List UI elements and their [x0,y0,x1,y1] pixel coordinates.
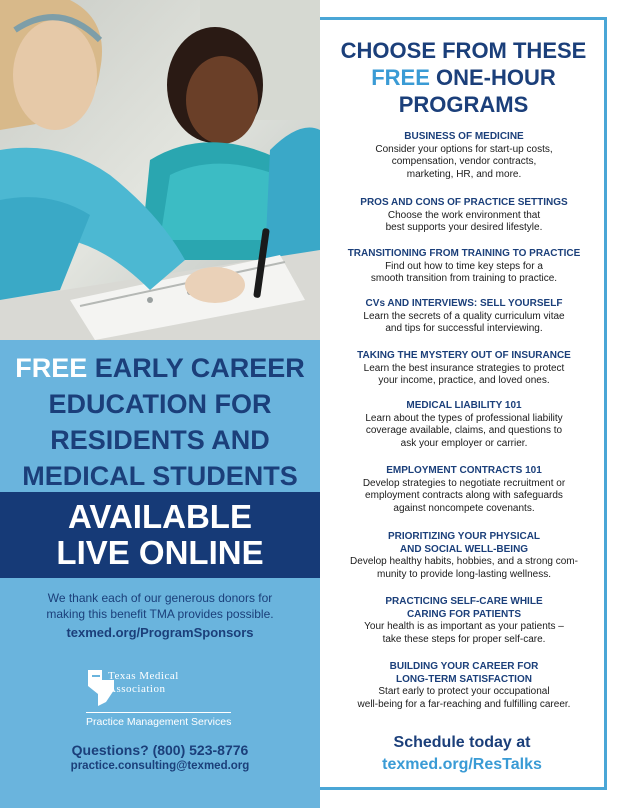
program-description: munity to provide long-lasting wellness. [377,568,551,580]
logo-name-line2: Association [108,683,166,695]
schedule-text: Schedule today at [393,734,531,751]
programs-title-line1: CHOOSE FROM THESE [340,38,587,63]
program-description: Your health is as important as your patients – [364,621,564,632]
program-description: and tips for successful interviewing. [385,323,543,334]
program-description: Start early to protect your occupational [378,686,550,697]
donor-thanks-line2: making this benefit TMA provides possible. [46,607,274,621]
program-title: CARING FOR PATIENTS [406,608,522,620]
schedule-link[interactable]: texmed.org/ResTalks [382,756,542,773]
students-photo [0,0,320,340]
headline-line1: EARLY CAREER [87,353,305,383]
program-title: BUILDING YOUR CAREER FOR [389,661,539,672]
program-description: against noncompete covenants. [393,502,535,514]
program-item [336,298,592,336]
program-description: coverage available, claims, and questions to [365,425,563,436]
program-description: best supports your desired lifestyle. [385,222,543,233]
program-title: PROS AND CONS OF PRACTICE SETTINGS [360,197,568,208]
program-description: Learn the best insurance strategies to protect [363,362,565,374]
tma-logo [86,664,246,734]
headline [0,350,320,494]
program-description: Learn the secrets of a quality curriculum vitae [363,310,565,322]
program-title: LONG-TERM SATISFACTION [396,673,532,685]
logo-name [108,670,179,696]
program-description: Choose the work environment that [387,209,541,221]
banner-line1: AVAILABLE [68,498,252,535]
headline-free: FREE [15,353,88,383]
logo-divider [86,712,231,713]
banner-line2: LIVE ONLINE [56,534,264,571]
programs-title [320,37,607,118]
program-description: Develop strategies to negotiate recruitment or [362,477,566,489]
program-item [336,531,592,581]
program-title: EMPLOYMENT CONTRACTS 101 [386,465,542,476]
program-description: Find out how to time key steps for a [385,260,543,272]
headline-line4: MEDICAL STUDENTS [22,461,298,491]
program-title: CVs AND INTERVIEWS: SELL YOURSELF [365,298,563,309]
program-title: TRANSITIONING FROM TRAINING TO PRACTICE [347,248,581,259]
program-description: employment contracts along with safeguards [365,490,563,501]
donor-thanks-line1: We thank each of our generous donors for [47,591,273,605]
program-title: TAKING THE MYSTERY OUT OF INSURANCE [357,350,571,361]
donor-thanks [0,590,320,622]
program-description: marketing, HR, and more. [406,168,522,180]
program-description: compensation, vendor contracts, [391,156,537,167]
program-item [336,400,592,450]
headline-line3: RESIDENTS AND [50,425,270,455]
programs-title-line3: PROGRAMS [398,92,529,117]
program-title: BUSINESS OF MEDICINE [404,131,524,142]
program-item [336,131,592,181]
program-description: Develop healthy habits, hobbies, and a strong com- [350,556,578,567]
program-item [336,248,592,286]
program-title: MEDICAL LIABILITY 101 [406,400,522,411]
program-description: take these steps for proper self-care. [382,633,546,645]
sponsors-link[interactable]: texmed.org/ProgramSponsors [66,625,254,640]
logo-name-line1: Texas Medical [108,670,179,682]
contact-email[interactable]: practice.consulting@texmed.org [70,760,250,772]
program-title: PRACTICING SELF-CARE WHILE [385,596,543,607]
program-description: Consider your options for start-up costs, [375,143,553,155]
programs-title-free: FREE [371,65,430,90]
logo-subtitle: Practice Management Services [86,716,232,728]
program-description: smooth transition from training to practice. [370,273,558,284]
students-photo-illustration [0,0,320,340]
program-description: your income, practice, and loved ones. [378,375,550,386]
program-title: AND SOCIAL WELL-BEING [399,543,529,555]
headline-line2: EDUCATION FOR [48,389,272,419]
program-description: Learn about the types of professional liability [365,412,563,424]
program-description: ask your employer or carrier. [400,437,528,449]
program-item [336,661,592,711]
program-item [336,197,592,235]
available-banner [0,492,320,578]
program-item [336,350,592,388]
program-title: PRIORITIZING YOUR PHYSICAL [387,531,541,542]
program-item [336,465,592,515]
program-description: well-being for a far-reaching and fulfilling career. [357,698,571,710]
questions-phone[interactable]: Questions? (800) 523-8776 [71,742,249,758]
program-item [336,596,592,646]
programs-title-line2: ONE-HOUR [429,65,556,90]
